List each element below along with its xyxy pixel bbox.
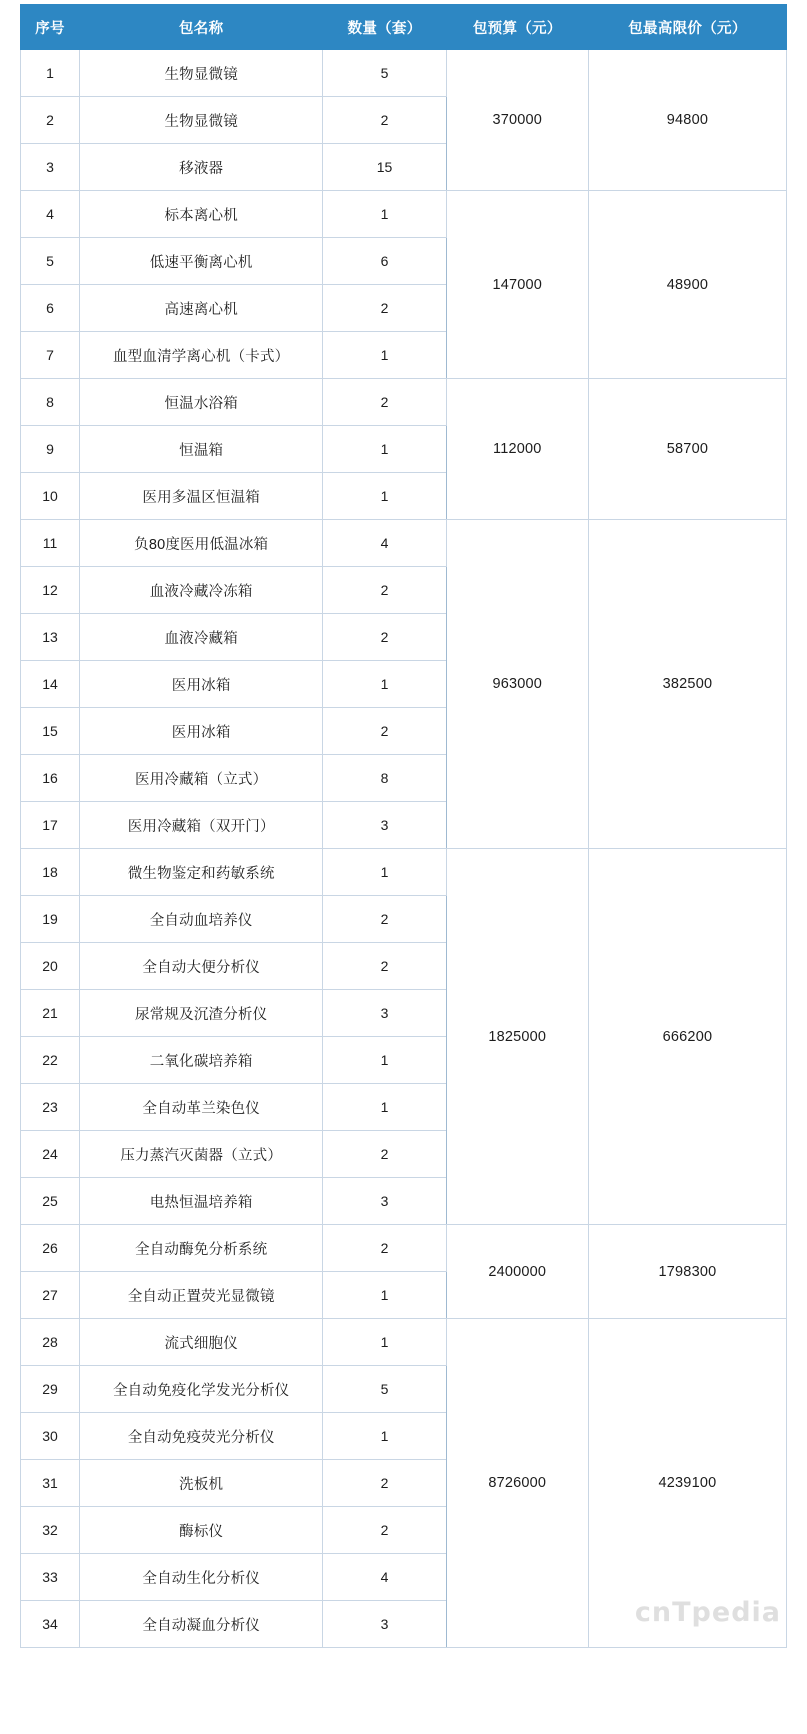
cell-index: 15 xyxy=(21,708,80,755)
cell-index: 20 xyxy=(21,943,80,990)
cell-index: 31 xyxy=(21,1460,80,1507)
cell-index: 27 xyxy=(21,1272,80,1319)
cell-package-name: 高速离心机 xyxy=(80,285,323,332)
cell-index: 33 xyxy=(21,1554,80,1601)
column-header-budget: 包预算（元） xyxy=(446,5,588,50)
column-header-quantity: 数量（套） xyxy=(323,5,446,50)
cell-index: 5 xyxy=(21,238,80,285)
cell-package-name: 移液器 xyxy=(80,144,323,191)
cell-quantity: 1 xyxy=(323,1319,446,1366)
cell-quantity: 4 xyxy=(323,1554,446,1601)
cell-package-name: 生物显微镜 xyxy=(80,50,323,97)
cell-index: 4 xyxy=(21,191,80,238)
cell-package-name: 医用冷藏箱（立式） xyxy=(80,755,323,802)
cell-quantity: 6 xyxy=(323,238,446,285)
table-body xyxy=(21,50,787,1648)
table-row xyxy=(21,520,787,567)
cell-package-name: 医用冰箱 xyxy=(80,661,323,708)
cell-package-budget: 8726000 xyxy=(446,1319,588,1648)
cell-quantity: 3 xyxy=(323,1178,446,1225)
cell-index: 29 xyxy=(21,1366,80,1413)
cell-package-name: 尿常规及沉渣分析仪 xyxy=(80,990,323,1037)
cell-quantity: 2 xyxy=(323,708,446,755)
cell-quantity: 3 xyxy=(323,990,446,1037)
cell-quantity: 1 xyxy=(323,426,446,473)
cell-quantity: 3 xyxy=(323,1601,446,1648)
cell-quantity: 1 xyxy=(323,1413,446,1460)
cell-index: 1 xyxy=(21,50,80,97)
cell-package-name: 医用冰箱 xyxy=(80,708,323,755)
cell-package-name: 低速平衡离心机 xyxy=(80,238,323,285)
cell-package-name: 全自动酶免分析系统 xyxy=(80,1225,323,1272)
cell-quantity: 2 xyxy=(323,1460,446,1507)
column-header-price-cap: 包最高限价（元） xyxy=(588,5,786,50)
cell-index: 25 xyxy=(21,1178,80,1225)
cell-package-budget: 2400000 xyxy=(446,1225,588,1319)
cell-index: 10 xyxy=(21,473,80,520)
cell-package-price-cap: 4239100 xyxy=(588,1319,786,1648)
cell-index: 8 xyxy=(21,379,80,426)
cell-package-budget: 147000 xyxy=(446,191,588,379)
cell-package-name: 血型血清学离心机（卡式） xyxy=(80,332,323,379)
cell-package-name: 全自动生化分析仪 xyxy=(80,1554,323,1601)
column-header-package-name: 包名称 xyxy=(80,5,323,50)
cell-package-price-cap: 48900 xyxy=(588,191,786,379)
cell-quantity: 2 xyxy=(323,285,446,332)
cell-package-name: 医用冷藏箱（双开门） xyxy=(80,802,323,849)
cell-quantity: 2 xyxy=(323,943,446,990)
cell-index: 23 xyxy=(21,1084,80,1131)
cell-quantity: 1 xyxy=(323,849,446,896)
cell-package-name: 医用多温区恒温箱 xyxy=(80,473,323,520)
table-header xyxy=(21,5,787,50)
cell-package-budget: 370000 xyxy=(446,50,588,191)
cell-index: 28 xyxy=(21,1319,80,1366)
cell-package-name: 血液冷藏箱 xyxy=(80,614,323,661)
cell-quantity: 1 xyxy=(323,473,446,520)
cell-index: 11 xyxy=(21,520,80,567)
cell-quantity: 1 xyxy=(323,332,446,379)
watermark-label: cnTpedia xyxy=(634,1597,781,1628)
cell-quantity: 1 xyxy=(323,661,446,708)
cell-package-name: 负80度医用低温冰箱 xyxy=(80,520,323,567)
cell-quantity: 1 xyxy=(323,191,446,238)
table-row xyxy=(21,50,787,97)
cell-package-name: 电热恒温培养箱 xyxy=(80,1178,323,1225)
cell-index: 16 xyxy=(21,755,80,802)
cell-index: 2 xyxy=(21,97,80,144)
cell-index: 3 xyxy=(21,144,80,191)
cell-quantity: 2 xyxy=(323,567,446,614)
cell-package-name: 恒温水浴箱 xyxy=(80,379,323,426)
procurement-package-table xyxy=(20,4,787,1648)
table-header-row xyxy=(21,5,787,50)
cell-index: 14 xyxy=(21,661,80,708)
cell-index: 9 xyxy=(21,426,80,473)
cell-package-price-cap: 58700 xyxy=(588,379,786,520)
cell-quantity: 1 xyxy=(323,1272,446,1319)
cell-quantity: 5 xyxy=(323,1366,446,1413)
cell-package-name: 生物显微镜 xyxy=(80,97,323,144)
cell-index: 6 xyxy=(21,285,80,332)
cell-index: 24 xyxy=(21,1131,80,1178)
cell-index: 22 xyxy=(21,1037,80,1084)
cell-package-name: 恒温箱 xyxy=(80,426,323,473)
cell-index: 21 xyxy=(21,990,80,1037)
cell-package-name: 血液冷藏冷冻箱 xyxy=(80,567,323,614)
cell-package-name: 洗板机 xyxy=(80,1460,323,1507)
cell-quantity: 2 xyxy=(323,379,446,426)
cell-package-name: 全自动血培养仪 xyxy=(80,896,323,943)
cell-package-name: 全自动免疫荧光分析仪 xyxy=(80,1413,323,1460)
cell-package-price-cap: 94800 xyxy=(588,50,786,191)
cell-index: 19 xyxy=(21,896,80,943)
cell-package-budget: 112000 xyxy=(446,379,588,520)
cell-quantity: 2 xyxy=(323,614,446,661)
cell-package-price-cap: 382500 xyxy=(588,520,786,849)
cell-quantity: 5 xyxy=(323,50,446,97)
cell-index: 34 xyxy=(21,1601,80,1648)
cell-index: 7 xyxy=(21,332,80,379)
cell-package-name: 微生物鉴定和药敏系统 xyxy=(80,849,323,896)
cell-quantity: 8 xyxy=(323,755,446,802)
cell-quantity: 3 xyxy=(323,802,446,849)
cell-quantity: 2 xyxy=(323,1225,446,1272)
cell-index: 13 xyxy=(21,614,80,661)
cell-package-name: 二氧化碳培养箱 xyxy=(80,1037,323,1084)
cell-index: 17 xyxy=(21,802,80,849)
cell-package-budget: 1825000 xyxy=(446,849,588,1225)
cell-quantity: 2 xyxy=(323,1131,446,1178)
table-row xyxy=(21,379,787,426)
cell-quantity: 2 xyxy=(323,1507,446,1554)
cell-package-name: 酶标仪 xyxy=(80,1507,323,1554)
cell-package-name: 全自动大便分析仪 xyxy=(80,943,323,990)
cell-package-budget: 963000 xyxy=(446,520,588,849)
table-row xyxy=(21,1225,787,1272)
table-row xyxy=(21,849,787,896)
cell-quantity: 1 xyxy=(323,1084,446,1131)
cell-index: 18 xyxy=(21,849,80,896)
cell-package-name: 全自动革兰染色仪 xyxy=(80,1084,323,1131)
cell-quantity: 1 xyxy=(323,1037,446,1084)
cell-quantity: 2 xyxy=(323,896,446,943)
cell-index: 26 xyxy=(21,1225,80,1272)
column-header-index: 序号 xyxy=(21,5,80,50)
cell-package-name: 全自动免疫化学发光分析仪 xyxy=(80,1366,323,1413)
cell-quantity: 4 xyxy=(323,520,446,567)
cell-package-name: 全自动正置荧光显微镜 xyxy=(80,1272,323,1319)
cell-package-name: 标本离心机 xyxy=(80,191,323,238)
cell-package-name: 压力蒸汽灭菌器（立式） xyxy=(80,1131,323,1178)
cell-quantity: 2 xyxy=(323,97,446,144)
cell-package-price-cap: 1798300 xyxy=(588,1225,786,1319)
cell-index: 12 xyxy=(21,567,80,614)
cell-quantity: 15 xyxy=(323,144,446,191)
cell-package-name: 流式细胞仪 xyxy=(80,1319,323,1366)
table-row xyxy=(21,191,787,238)
cell-index: 32 xyxy=(21,1507,80,1554)
cell-package-name: 全自动凝血分析仪 xyxy=(80,1601,323,1648)
cell-index: 30 xyxy=(21,1413,80,1460)
cell-package-price-cap: 666200 xyxy=(588,849,786,1225)
table-row xyxy=(21,1319,787,1366)
